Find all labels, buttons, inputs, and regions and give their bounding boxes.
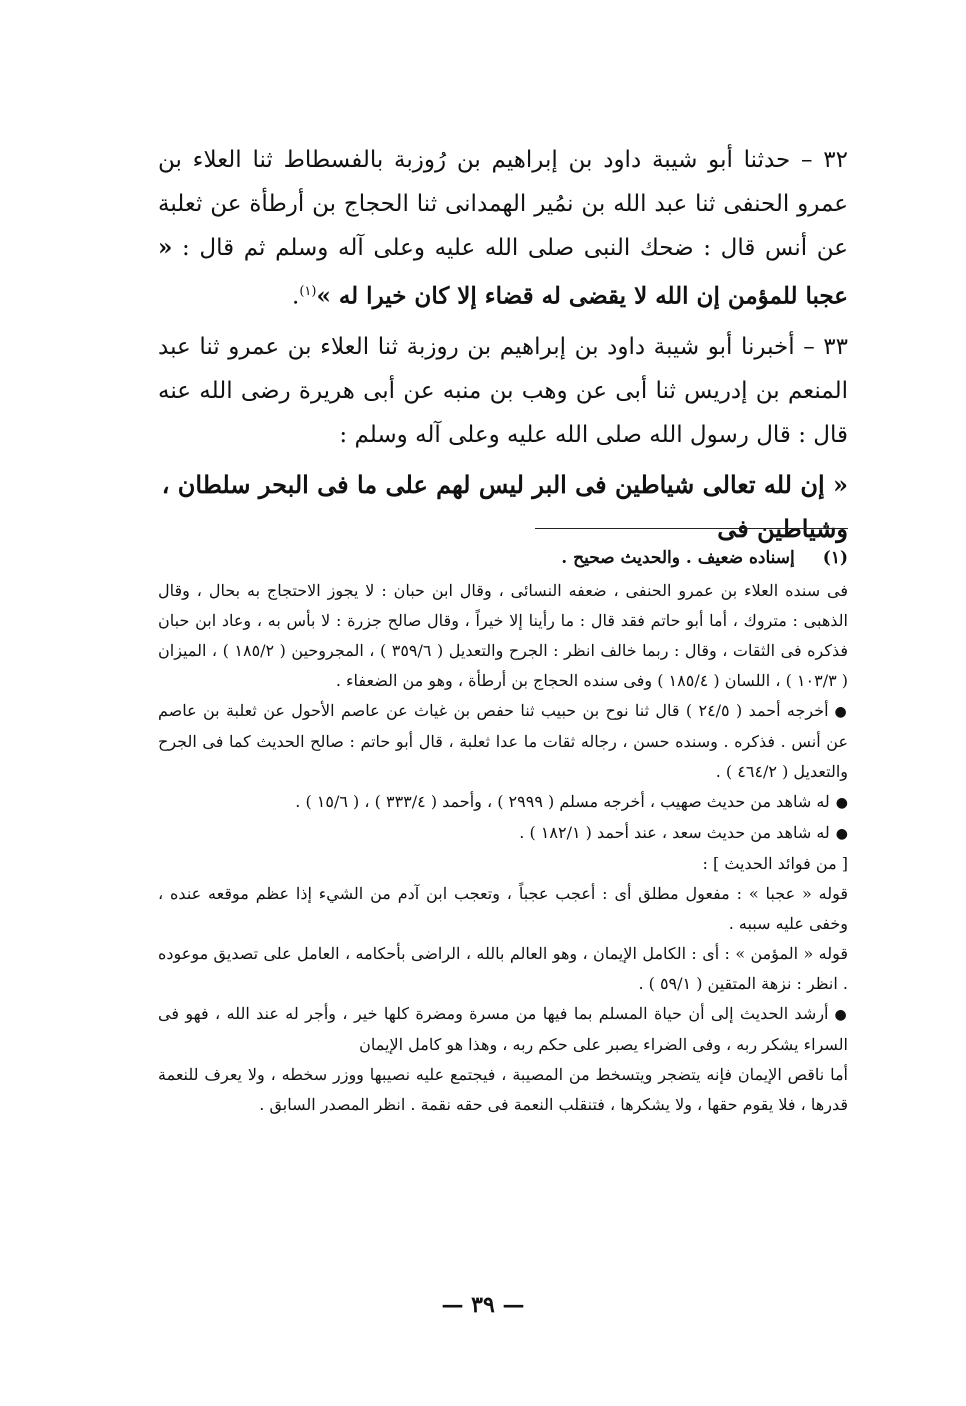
footnote-bullet-4: ● أرشد الحديث إلى أن حياة المسلم بما فيها من مسرة ومضرة كلها خير ، وأجر له عند الله ، فهو فى السراء يشكر ربه ، وفى الضراء يصبر على حكم ربه ، وهذا هو كامل الإيمان bbox=[158, 999, 848, 1060]
footnote-bullet-2: ● له شاهد من حديث صهيب ، أخرجه مسلم ( ٢٩٩٩ ) ، وأحمد ( ٣٣٣/٤ ) ، ( ١٥/٦ ) . bbox=[158, 787, 848, 818]
benefits-heading: [ من فوائد الحديث ] : bbox=[702, 854, 848, 873]
footnote-paragraph-last: أما ناقص الإيمان فإنه يتضجر ويتسخط من المصيبة ، فيجتمع عليه نصيبها ووزر سخطه ، ولا يعرف للنعمة قدرها ، فلا يقوم حقها ، ولا يشكرها ، فتنقلب النعمة فى حقه نقمة . انظر المصدر السابق . bbox=[158, 1065, 848, 1114]
footnote-heading-row bbox=[158, 540, 848, 576]
hadith-32-text: « عجبا للمؤمن إن الله لا يقضى له قضاء إلا كان خيرا له » bbox=[158, 234, 848, 310]
footnote-marker: (١) bbox=[822, 548, 848, 568]
benefit-almumin: قوله « المؤمن » : أى : الكامل الإيمان ، وهو العالم بالله ، الراضى بأحكامه ، العامل على تصديق موعوده . انظر : نزهة المتقين ( ٥٩/١ ) . bbox=[158, 944, 849, 993]
footnote-paragraph-1: فى سنده العلاء بن عمرو الحنفى ، ضعفه النسائى ، وقال ابن حبان : لا يجوز الاحتجاج به بحال ، وقال الذهبى : متروك ، أما أبو حاتم فقد قال : ما رأينا إلا خيراً ، وقال صالح جزرة : لا بأس به ، وعاد ابن حبان فذكره فى الثقات ، وقال : ربما خالف انظر : الجرح والتعديل ( ٣٥٩/٦ ) ، المجروحين ( ١٨٥/٢ ) ، الميزان ( ١٠٣/٣ ) ، اللسان ( ١٨٥/٤ ) وفى سنده الحجاج بن أرطأة ، وهو من الضعفاء . bbox=[158, 581, 848, 690]
benefit-ajaban: قوله « عجبا » : مفعول مطلق أى : أعجب عجباً ، وتعجب ابن آدم من الشيء إذا عظم موقعه عنده ، وخفى عليه سببه . bbox=[158, 884, 848, 933]
page-number: — ٣٩ — bbox=[441, 1292, 525, 1318]
hadith-32 bbox=[158, 138, 848, 319]
hadith-33 bbox=[158, 325, 848, 457]
main-text bbox=[158, 138, 848, 551]
footnote-heading: إسناده ضعيف . والحديث صحيح . bbox=[561, 548, 795, 568]
footnote-reference[interactable]: (١) bbox=[299, 284, 317, 299]
footnote-divider bbox=[535, 528, 848, 529]
footnotes bbox=[158, 540, 848, 1120]
hadith-32-end: . bbox=[292, 283, 300, 310]
hadith-32-isnad: ٣٢ – حدثنا أبو شيبة داود بن إبراهيم بن رُوزبة بالفسطاط ثنا العلاء بن عمرو الحنفى ثنا عبد الله بن نمُير الهمدانى ثنا الحجاج بن أرطأة عن ثعلبة عن أنس قال : ضحك النبى صلى الله عليه وعلى آله وسلم ثم قال : bbox=[158, 147, 848, 261]
hadith-33-text: « إن لله تعالى شياطين فى البر ليس لهم على ما فى البحر سلطان ، وشياطين فى bbox=[161, 469, 848, 543]
footnote-bullet-3: ● له شاهد من حديث سعد ، عند أحمد ( ١٨٢/١ ) . bbox=[158, 818, 848, 849]
footnote-bullet-1: ● أخرجه أحمد ( ٢٤/٥ ) قال ثنا نوح بن حبيب ثنا حفص بن غياث عن عاصم الأحول عن ثعلبة بن عاصم عن أنس . فذكره . وسنده حسن ، رجاله ثقات ما عدا ثعلبة ، قال أبو حاتم : صالح الحديث كما فى الجرح والتعديل ( ٤٦٤/٢ ) . bbox=[158, 696, 848, 787]
hadith-33-isnad: ٣٣ – أخبرنا أبو شيبة داود بن إبراهيم بن روزبة ثنا العلاء بن عمرو ثنا عبد المنعم بن إدريس ثنا أبى عن وهب بن منبه عن أبى هريرة رضى الله عنه قال : قال رسول الله صلى الله عليه وعلى آله وسلم : bbox=[158, 333, 848, 448]
